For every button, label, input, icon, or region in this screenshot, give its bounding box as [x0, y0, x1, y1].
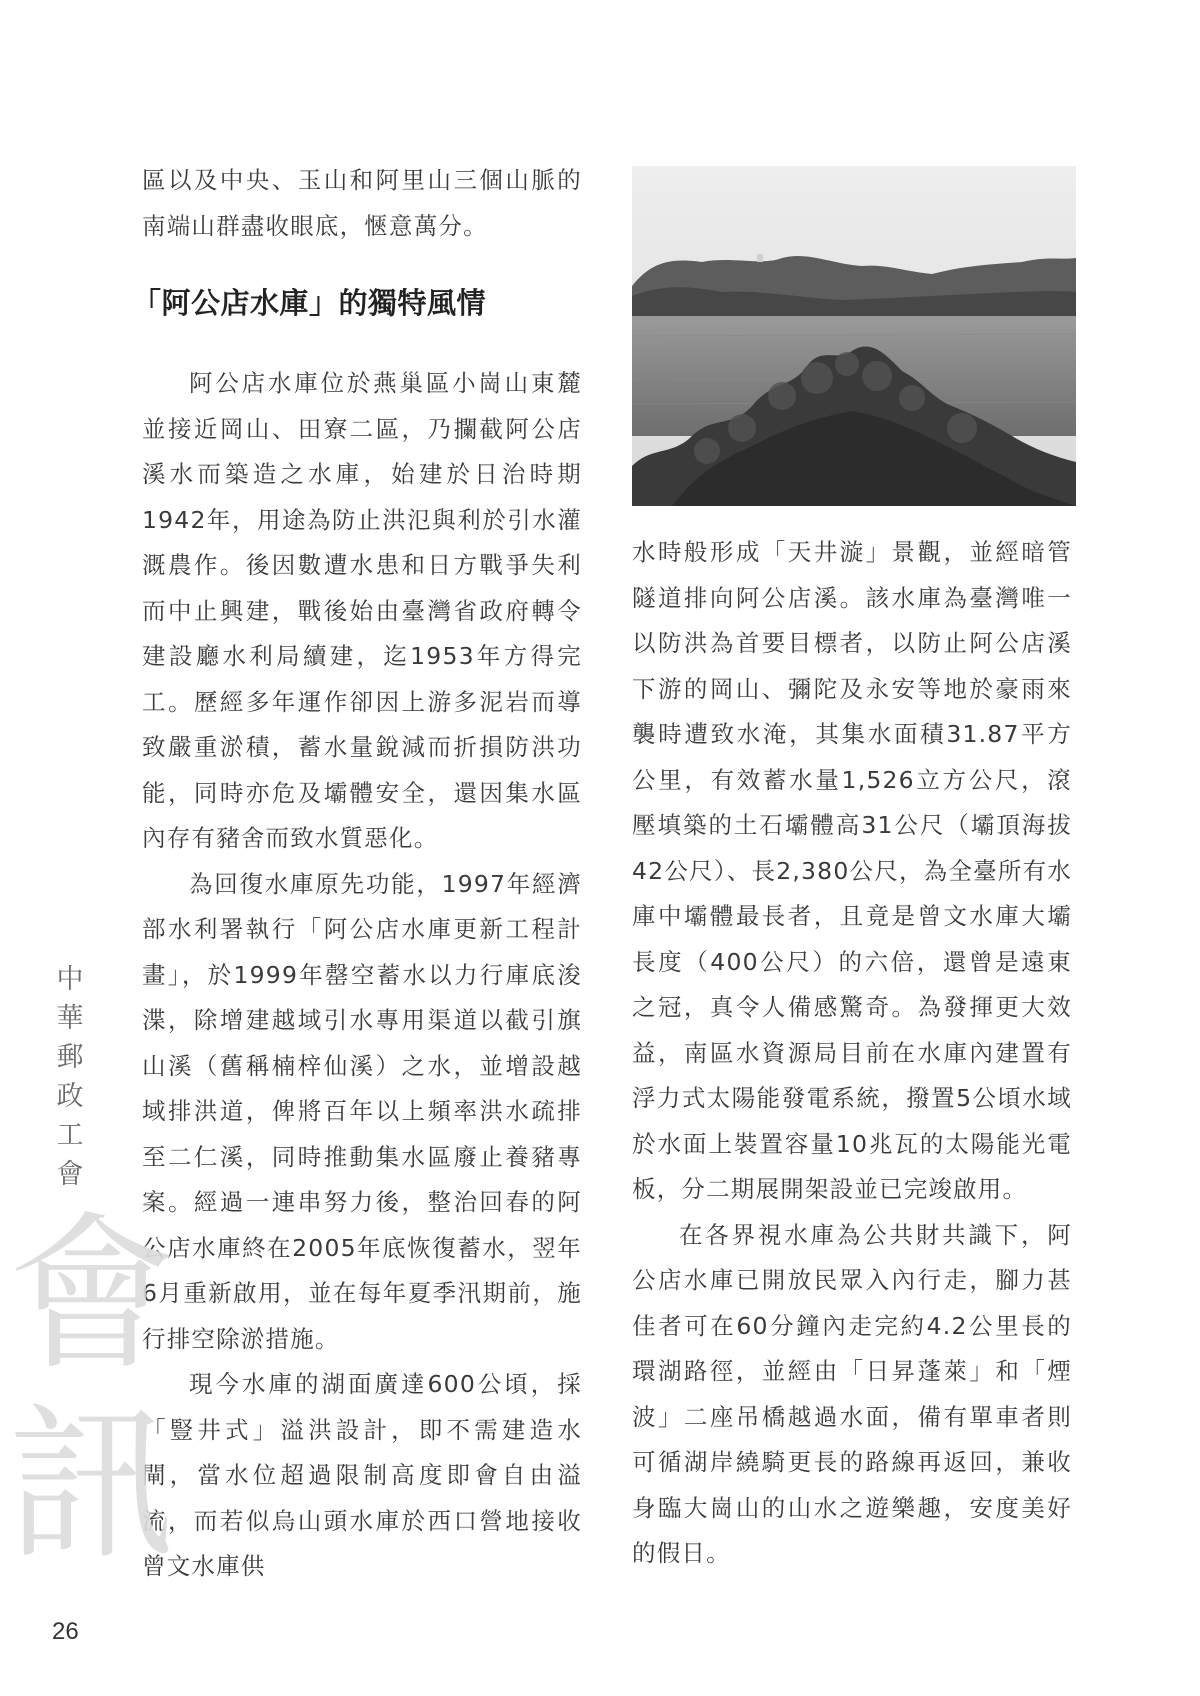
vertical-title-char: 會: [56, 1159, 84, 1190]
watermark-char: 會: [8, 1197, 176, 1393]
page-number: 26: [52, 1618, 79, 1645]
vertical-title-char: 郵: [56, 1042, 84, 1073]
paragraph-3-continued: 水時般形成「天井漩」景觀，並經暗管隧道排向阿公店溪。該水庫為臺灣唯一以防洪為首要目標者，以防止阿公店溪下游的岡山、彌陀及永安等地於豪雨來襲時遭致水淹，其集水面積31.87平方公里，有效蓄水量1,526立方公尺，滾壓填築的土石壩體高31公尺（壩頂海拔42公尺）、長2,380公尺，為全臺所有水庫中壩體最長者，且竟是曾文水庫大壩長度（400公尺）的六倍，還曾是遠東之冠，真令人備感驚奇。為發揮更大效益，南區水資源局目前在水庫內建置有浮力式太陽能發電系統，撥置5公頃水域於水面上裝置容量10兆瓦的太陽能光電板，分二期展開架設並已完竣啟用。: [632, 538, 1072, 1203]
vertical-title-char: 政: [56, 1081, 84, 1112]
reservoir-photo-image: [632, 166, 1076, 506]
vertical-title-char: 華: [56, 1003, 84, 1034]
paragraph-2: 為回復水庫原先功能，1997年經濟部水利署執行「阿公店水庫更新工程計畫」，於1999年罄空蓄水以力行庫底浚渫，除增建越域引水專用渠道以截引旗山溪（舊稱楠梓仙溪）之水，並增設越域排洪道，俾將百年以上頻率洪水疏排至二仁溪，同時推動集水區廢止養豬專案。經過一連串努力後，整治回春的阿公店水庫終在2005年底恢復蓄水，翌年6月重新啟用，並在每年夏季汛期前，施行排空除淤措施。: [142, 869, 582, 1353]
paragraph-3: 現今水庫的湖面廣達600公頃，採「豎井式」溢洪設計，即不需建造水閘，當水位超過限制高度即會自由溢流，而若似烏山頭水庫於西口營地接收曾文水庫供: [142, 1370, 582, 1580]
right-column: [632, 530, 1072, 1577]
left-column: [132, 158, 582, 1590]
paragraph-1: 阿公店水庫位於燕巢區小崗山東麓並接近岡山、田寮二區，乃攔截阿公店溪水而築造之水庫，始建於日治時期1942年，用途為防止洪氾與利於引水灌溉農作。後因數遭水患和日方戰爭失利而中止興建，戰後始由臺灣省政府轉令建設廳水利局續建，迄1953年方得完工。歷經多年運作卻因上游多泥岩而導致嚴重淤積，蓄水量銳減而折損防洪功能，同時亦危及壩體安全，還因集水區內存有豬舍而致水質惡化。: [142, 369, 582, 852]
vertical-title-char: 中: [56, 964, 84, 995]
vertical-title-char: 工: [56, 1120, 84, 1151]
section-heading: 「阿公店水庫」的獨特風情: [132, 286, 487, 320]
intro-paragraph: 區以及中央、玉山和阿里山三個山脈的南端山群盡收眼底，愜意萬分。: [142, 166, 582, 240]
vertical-union-title: [50, 960, 90, 1194]
watermark-char: 訊: [8, 1387, 176, 1583]
reservoir-photo: [632, 166, 1076, 506]
watermark-calligraphy: [8, 1197, 208, 1583]
paragraph-4: 在各界視水庫為公共財共識下，阿公店水庫已開放民眾入內行走，腳力甚佳者可在60分鐘內走完約4.2公里長的環湖路徑，並經由「日昇蓬萊」和「煙波」二座吊橋越過水面，備有單車者則可循湖岸繞騎更長的路線再返回，兼收身臨大崗山的山水之遊樂趣，安度美好的假日。: [632, 1220, 1072, 1567]
